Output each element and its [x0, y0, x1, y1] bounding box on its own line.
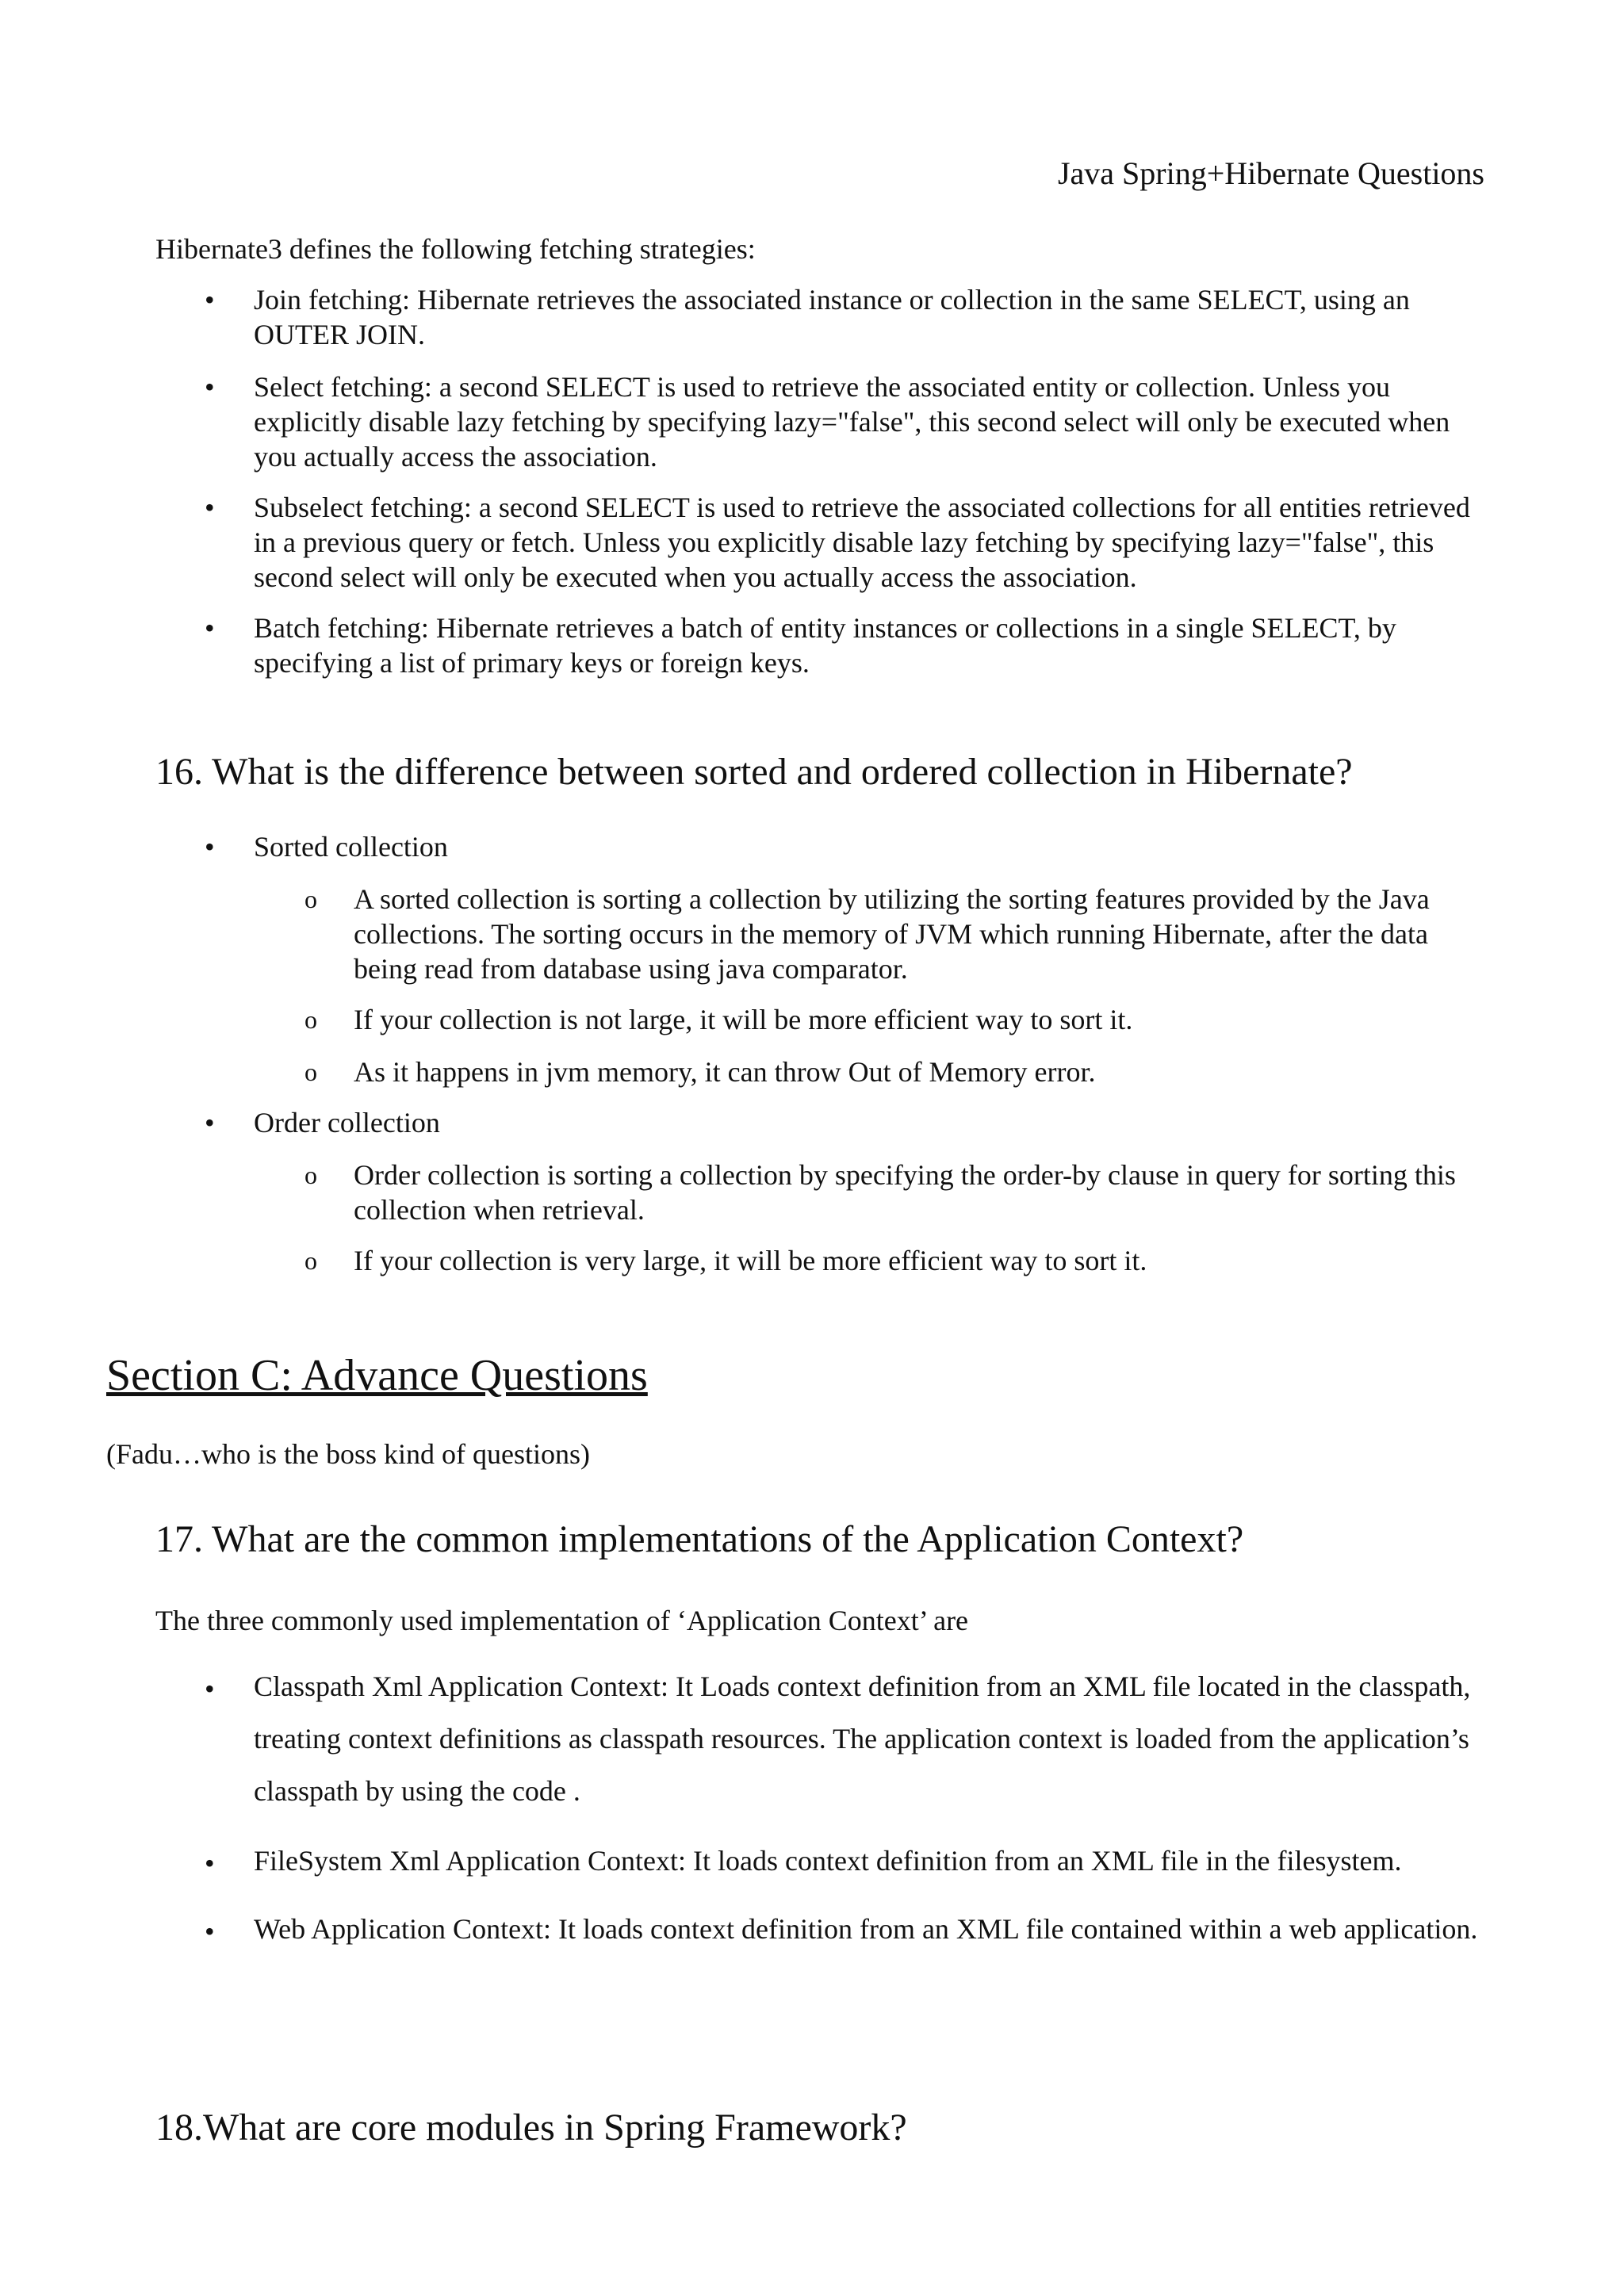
- bullet-glyph: •: [205, 284, 215, 316]
- bullet-glyph: •: [205, 612, 215, 644]
- question-18-heading: 18.What are core modules in Spring Framework?: [155, 2107, 907, 2149]
- list-item: Subselect fetching: a second SELECT is used to retrieve the associated collections for all entities retrieved in a previous query or fetch. Unless you explicitly disable lazy fetching by specifying lazy="false", this second select will only be executed when you actually access the association.: [254, 492, 1470, 593]
- list-item: Order collection is sorting a collection by specifying the order-by clause in query for sorting this collection when retrieval.: [354, 1159, 1456, 1226]
- list-item: Classpath Xml Application Context: It Loads context definition from an XML file located in the classpath, treating context definitions as classpath resources. The application context is loaded from the application’s classpath by using the code .: [254, 1670, 1471, 1807]
- bullet-glyph: •: [205, 492, 215, 523]
- list-item: Select fetching: a second SELECT is used to retrieve the associated entity or collection. Unless you explicitly disable lazy fetching by specifying lazy="false", this second select will only be executed when you actually access the association.: [254, 371, 1450, 473]
- sub-bullet-glyph: o: [304, 1246, 317, 1275]
- fetching-intro: Hibernate3 defines the following fetching strategies:: [155, 233, 756, 265]
- q17-intro: The three commonly used implementation of ‘Application Context’ are: [155, 1605, 969, 1636]
- list-item: If your collection is very large, it will be more efficient way to sort it.: [354, 1245, 1147, 1276]
- list-item: FileSystem Xml Application Context: It loads context definition from an XML file in the filesystem.: [254, 1845, 1402, 1877]
- bullet-glyph: •: [205, 1107, 215, 1138]
- list-item: Batch fetching: Hibernate retrieves a batch of entity instances or collections in a single SELECT, by specifying a list of primary keys or foreign keys.: [254, 612, 1396, 679]
- list-item: Join fetching: Hibernate retrieves the associated instance or collection in the same SELECT, using an OUTER JOIN.: [254, 284, 1410, 350]
- sorted-collection-label: Sorted collection: [254, 831, 448, 863]
- bullet-glyph: •: [205, 1673, 215, 1705]
- bullet-glyph: •: [205, 1847, 215, 1879]
- sub-bullet-glyph: o: [304, 885, 317, 913]
- section-c-title: Section C: Advance Questions: [106, 1351, 648, 1400]
- list-item: If your collection is not large, it will be more efficient way to sort it.: [354, 1004, 1133, 1035]
- bullet-glyph: •: [205, 831, 215, 863]
- page-header: Java Spring+Hibernate Questions: [1057, 155, 1484, 191]
- bullet-glyph: •: [205, 1915, 215, 1947]
- list-item: A sorted collection is sorting a collection by utilizing the sorting features provided by the Java collections. The sorting occurs in the memory of JVM which running Hibernate, after the data being read from database using java comparator.: [354, 883, 1430, 985]
- ordered-collection-label: Order collection: [254, 1107, 440, 1138]
- sub-bullet-glyph: o: [304, 1161, 317, 1189]
- list-item: As it happens in jvm memory, it can throw Out of Memory error.: [354, 1056, 1096, 1088]
- question-17-heading: 17. What are the common implementations of the Application Context?: [155, 1518, 1244, 1560]
- sub-bullet-glyph: o: [304, 1058, 317, 1086]
- question-16-heading: 16. What is the difference between sorted and ordered collection in Hibernate?: [155, 751, 1353, 793]
- list-item: Web Application Context: It loads context definition from an XML file contained within a web application.: [254, 1913, 1478, 1945]
- section-c-note: (Fadu…who is the boss kind of questions): [106, 1438, 590, 1470]
- bullet-glyph: •: [205, 371, 215, 403]
- sub-bullet-glyph: o: [304, 1005, 317, 1034]
